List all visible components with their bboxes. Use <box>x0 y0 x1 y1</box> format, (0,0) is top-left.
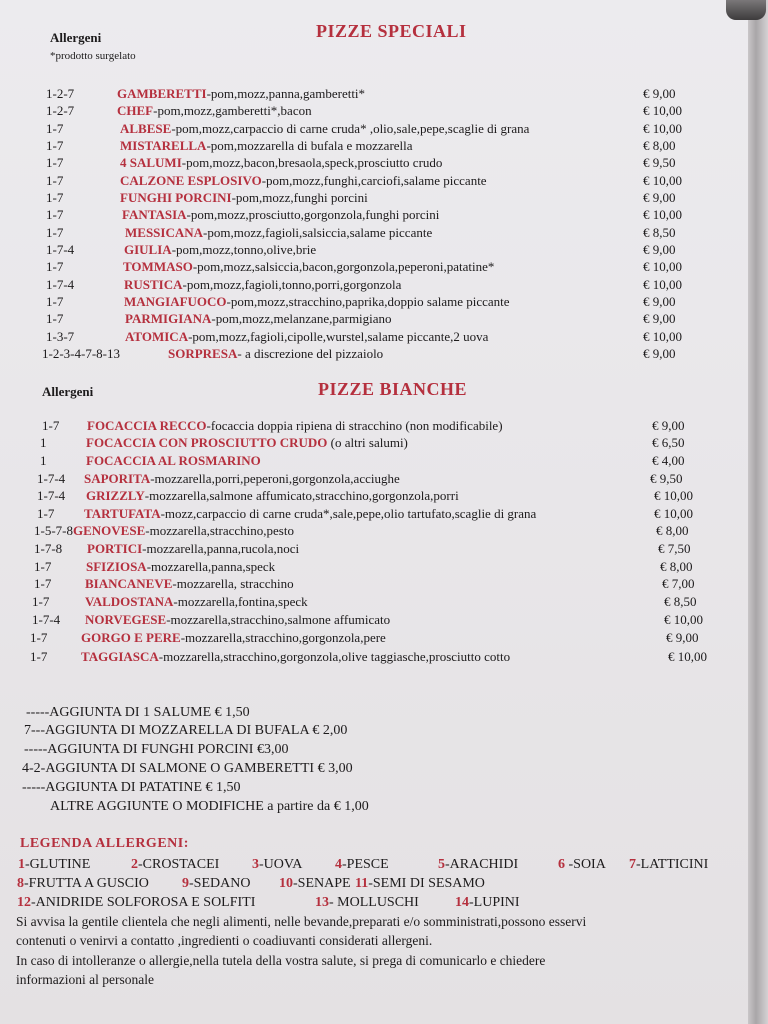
pizza-name: TARTUFATA <box>84 506 161 521</box>
item-price: € 9,00 <box>666 630 699 645</box>
ingredients: -pom,mozz,fagioli,salsiccia,salame piccante <box>203 225 433 240</box>
allergen-codes: 1-7 <box>46 155 64 170</box>
item-price: € 9,00 <box>643 346 676 361</box>
item-price: € 7,50 <box>658 541 691 556</box>
item-description <box>85 612 390 628</box>
allergen-label: -SENAPE <box>293 876 351 891</box>
legenda-title: LEGENDA ALLERGENI: <box>20 836 189 851</box>
allergen-number: 4 <box>335 857 342 872</box>
ingredients: -mozzarella,stracchino,salmone affumicato <box>166 612 391 627</box>
allergen-codes: 1-7-4 <box>32 612 61 627</box>
pizza-name: RUSTICA <box>124 277 183 292</box>
allergen-number: 11 <box>355 876 369 891</box>
item-description <box>81 630 386 646</box>
allergen-number: 12 <box>17 895 31 910</box>
ingredients: (o altri salumi) <box>327 435 408 450</box>
item-price: € 10,00 <box>654 506 693 521</box>
item-description <box>120 138 413 154</box>
pizza-name: SORPRESA <box>168 346 238 361</box>
item-price: € 8,00 <box>656 523 689 538</box>
menu-item-row <box>46 86 756 104</box>
pizza-name: FANTASIA <box>122 207 187 222</box>
item-price: € 4,00 <box>652 453 685 468</box>
item-price: € 9,00 <box>643 190 676 205</box>
item-price: € 10,00 <box>643 173 682 188</box>
pizza-name: MANGIAFUOCO <box>124 294 227 309</box>
pizza-name: CALZONE ESPLOSIVO <box>120 173 262 188</box>
menu-item-row <box>34 576 754 594</box>
title-pizze-speciali: PIZZE SPECIALI <box>316 21 467 41</box>
ingredients: -pom,mozz,tonno,olive,brie <box>171 242 317 257</box>
allergen-label: -LATTICINI <box>636 857 709 872</box>
allergen-number: 6 <box>558 857 565 872</box>
pizza-name: PARMIGIANA <box>125 311 212 326</box>
ingredients: -mozzarella, stracchino <box>172 576 294 591</box>
item-description <box>87 541 299 557</box>
pizza-name: VALDOSTANA <box>85 594 174 609</box>
menu-item-row <box>32 594 752 612</box>
disclaimer-line: In caso di intolleranze o allergie,nella tutela della vostra salute, si prega di comunicarlo e chiedere <box>16 953 546 968</box>
menu-item-row <box>30 630 750 648</box>
allergen-codes: 1-7 <box>46 311 64 326</box>
menu-item-row <box>37 506 757 524</box>
pizza-name: ATOMICA <box>125 329 189 344</box>
allergen-number: 1 <box>18 857 25 872</box>
allergen-codes: 1 <box>40 453 47 468</box>
pizza-name: TOMMASO <box>123 259 193 274</box>
allergen-codes: 1-7 <box>42 418 60 433</box>
item-price: € 8,00 <box>660 559 693 574</box>
ingredients: -pom,mozz,fagioli,cipolle,wurstel,salame piccante,2 uova <box>188 329 489 344</box>
item-description <box>122 207 439 223</box>
pizza-name: PORTICI <box>87 541 143 556</box>
allergen-legend-item <box>17 876 149 892</box>
allergen-codes: 1-7 <box>30 649 48 664</box>
item-price: € 9,50 <box>643 155 676 170</box>
allergen-codes: 1-7 <box>30 630 48 645</box>
ingredients: -mozzarella,panna,speck <box>146 559 276 574</box>
menu-item-row <box>46 277 756 295</box>
ingredients: -pom,mozz,funghi,carciofi,salame piccante <box>261 173 487 188</box>
item-price: € 7,00 <box>662 576 695 591</box>
extra-line: -----AGGIUNTA DI PATATINE € 1,50 <box>22 780 241 795</box>
allergen-codes: 1-7 <box>46 138 64 153</box>
allergen-label: -ARACHIDI <box>445 857 519 872</box>
item-price: € 9,50 <box>650 471 683 486</box>
allergen-number: 7 <box>629 857 636 872</box>
allergen-number: 14 <box>455 895 469 910</box>
menu-item-row <box>46 173 756 191</box>
item-description <box>86 559 275 575</box>
pizza-name: FOCACCIA CON PROSCIUTTO CRUDO <box>86 435 328 450</box>
allergen-codes: 1-7 <box>46 121 64 136</box>
allergen-codes: 1-7 <box>34 559 52 574</box>
item-description <box>117 103 312 119</box>
item-price: € 9,00 <box>643 294 676 309</box>
ingredients: -mozzarella,stracchino,gorgonzola,olive taggiasche,prosciutto cotto <box>158 649 511 664</box>
allergen-label: -GLUTINE <box>25 857 91 872</box>
allergen-codes: 1-7 <box>32 594 50 609</box>
item-description <box>125 311 392 327</box>
item-price: € 10,00 <box>643 121 682 136</box>
item-description <box>84 471 400 487</box>
disclaimer-line: contenuti o venirvi a contatto ,ingredienti o coadiuvanti considerati allergeni. <box>16 933 433 948</box>
allergen-legend-item <box>315 895 419 911</box>
item-price: € 9,00 <box>643 311 676 326</box>
allergen-legend-item <box>455 895 520 911</box>
item-description <box>120 190 368 206</box>
menu-item-row <box>46 294 756 312</box>
ingredients: -pom,mozz,carpaccio di carne cruda* ,olio,sale,pepe,scaglie di grana <box>171 121 530 136</box>
item-price: € 10,00 <box>643 259 682 274</box>
pizza-name: BIANCANEVE <box>85 576 173 591</box>
item-price: € 10,00 <box>643 207 682 222</box>
allergen-label: -UOVA <box>259 857 303 872</box>
item-price: € 8,50 <box>664 594 697 609</box>
title-pizze-bianche: PIZZE BIANCHE <box>318 379 468 399</box>
menu-item-row <box>34 559 754 577</box>
item-description <box>86 453 261 469</box>
surgelato-note: *prodotto surgelato <box>50 50 136 62</box>
ingredients: -mozzarella,porri,peperoni,gorgonzola,acciughe <box>150 471 400 486</box>
menu-item-row <box>37 488 757 506</box>
allergen-codes: 1-7-4 <box>46 277 75 292</box>
pizza-name: TAGGIASCA <box>81 649 159 664</box>
allergen-legend-item <box>252 857 302 873</box>
ingredients: -pom,mozz,funghi porcini <box>231 190 368 205</box>
menu-item-row <box>34 523 754 541</box>
item-description <box>124 242 316 258</box>
allergen-legend-item <box>18 857 90 873</box>
allergen-codes: 1-7-4 <box>37 488 66 503</box>
allergen-label: - MOLLUSCHI <box>329 895 419 910</box>
allergen-legend-item <box>279 876 351 892</box>
pizza-name: SAPORITA <box>84 471 151 486</box>
ingredients: -mozzarella,stracchino,gorgonzola,pere <box>180 630 386 645</box>
menu-item-row <box>46 225 756 243</box>
pizza-name: CHEF <box>117 103 154 118</box>
allergen-label: -ANIDRIDE SOLFOROSA E SOLFITI <box>31 895 256 910</box>
ingredients: -pom,mozz,prosciutto,gorgonzola,funghi porcini <box>186 207 440 222</box>
item-price: € 9,00 <box>643 86 676 101</box>
extra-line: ALTRE AGGIUNTE O MODIFICHE a partire da € 1,00 <box>50 799 369 814</box>
item-description <box>86 488 459 504</box>
item-description <box>124 277 401 293</box>
item-description <box>120 121 529 137</box>
extra-line: -----AGGIUNTA DI FUNGHI PORCINI €3,00 <box>24 742 289 757</box>
pizza-name: MISTARELLA <box>120 138 207 153</box>
allergen-number: 10 <box>279 876 293 891</box>
item-description <box>124 294 510 310</box>
pizza-name: GAMBERETTI <box>117 86 207 101</box>
allergen-legend-item <box>182 876 250 892</box>
item-description <box>87 418 503 434</box>
menu-item-row <box>46 138 756 156</box>
item-price: € 10,00 <box>643 103 682 118</box>
allergen-codes: 1-7 <box>46 190 64 205</box>
allergen-codes: 1-3-7 <box>46 329 75 344</box>
menu-item-row <box>37 471 757 489</box>
allergen-codes: 1-7 <box>46 259 64 274</box>
pizza-name: FOCACCIA RECCO <box>87 418 207 433</box>
allergeni-label-speciali: Allergeni <box>50 30 102 45</box>
extra-line: 4-2-AGGIUNTA DI SALMONE O GAMBERETTI € 3,00 <box>22 761 353 776</box>
allergen-legend-item <box>335 857 389 873</box>
allergen-number: 8 <box>17 876 24 891</box>
item-description <box>125 225 432 241</box>
allergen-number: 9 <box>182 876 189 891</box>
allergen-number: 2 <box>131 857 138 872</box>
menu-item-row <box>46 190 756 208</box>
allergen-number: 3 <box>252 857 259 872</box>
ingredients: -pom,mozz,melanzane,parmigiano <box>211 311 392 326</box>
allergen-codes: 1-7-4 <box>46 242 75 257</box>
item-description <box>117 86 365 102</box>
allergen-label: -FRUTTA A GUSCIO <box>24 876 149 891</box>
allergen-codes: 1-2-3-4-7-8-13 <box>42 346 120 361</box>
menu-item-row <box>46 103 756 121</box>
allergeni-label-bianche: Allergeni <box>42 384 94 399</box>
pizza-name: GIULIA <box>124 242 172 257</box>
pizza-name: FOCACCIA AL ROSMARINO <box>86 453 261 468</box>
allergen-codes: 1-7-8 <box>34 541 63 556</box>
ingredients: -pom,mozz,salsiccia,bacon,gorgonzola,peperoni,patatine* <box>192 259 495 274</box>
pizza-name: NORVEGESE <box>85 612 167 627</box>
ingredients: -pom,mozz,bacon,bresaola,speck,prosciutto crudo <box>181 155 443 170</box>
item-price: € 8,50 <box>643 225 676 240</box>
pizza-name: FUNGHI PORCINI <box>120 190 232 205</box>
disclaimer-line: Si avvisa la gentile clientela che negli alimenti, nelle bevande,preparati e/o somministrati,possono esservi <box>16 914 587 929</box>
menu-item-row <box>46 259 756 277</box>
item-description <box>86 435 408 451</box>
allergen-codes: 1-7-4 <box>37 471 66 486</box>
item-description <box>81 649 510 665</box>
pizza-name: GORGO E PERE <box>81 630 181 645</box>
item-description <box>73 523 294 539</box>
ingredients: -pom,mozz,fagioli,tonno,porri,gorgonzola <box>182 277 402 292</box>
allergen-codes: 1-5-7-8 <box>34 523 73 538</box>
allergen-legend-item <box>131 857 219 873</box>
ingredients: -pom,mozz,stracchino,paprika,doppio salame piccante <box>226 294 510 309</box>
pizza-name: MESSICANA <box>125 225 204 240</box>
menu-item-row <box>46 329 756 347</box>
item-price: € 9,00 <box>652 418 685 433</box>
allergen-label: -LUPINI <box>469 895 520 910</box>
allergen-label: -PESCE <box>342 857 389 872</box>
item-description <box>120 173 487 189</box>
pizza-name: 4 SALUMI <box>120 155 182 170</box>
pizza-name: GENOVESE <box>73 523 146 538</box>
ingredients: -mozzarella,stracchino,pesto <box>145 523 294 538</box>
menu-item-row <box>32 612 752 630</box>
allergen-codes: 1-7 <box>34 576 52 591</box>
allergen-codes: 1-2-7 <box>46 103 75 118</box>
item-price: € 10,00 <box>643 329 682 344</box>
allergen-label: -SOIA <box>565 857 606 872</box>
allergen-legend-item <box>629 857 708 873</box>
ingredients: - a discrezione del pizzaiolo <box>237 346 384 361</box>
allergen-label: -CROSTACEI <box>138 857 220 872</box>
ingredients: -mozzarella,salmone affumicato,stracchino,gorgonzola,porri <box>144 488 459 503</box>
menu-item-row <box>34 541 754 559</box>
allergen-label: -SEMI DI SESAMO <box>368 876 485 891</box>
menu-item-row <box>46 311 756 329</box>
item-description <box>168 346 383 362</box>
ingredients: -mozz,carpaccio di carne cruda*,sale,pepe,olio tartufato,scaglie di grana <box>160 506 537 521</box>
allergen-label: -SEDANO <box>189 876 251 891</box>
menu-item-row <box>46 155 756 173</box>
binder-clip <box>726 0 766 20</box>
ingredients: -pom,mozz,gamberetti*,bacon <box>153 103 312 118</box>
allergen-number: 5 <box>438 857 445 872</box>
disclaimer-line: informazioni al personale <box>16 972 154 987</box>
allergen-codes: 1 <box>40 435 47 450</box>
allergen-codes: 1-2-7 <box>46 86 75 101</box>
extra-line: 7---AGGIUNTA DI MOZZARELLA DI BUFALA € 2,00 <box>24 723 348 738</box>
menu-item-row <box>42 418 762 436</box>
item-description <box>120 155 442 171</box>
pizza-name: ALBESE <box>120 121 172 136</box>
menu-item-row <box>46 121 756 139</box>
menu-item-row <box>42 346 752 364</box>
item-price: € 10,00 <box>664 612 703 627</box>
item-price: € 8,00 <box>643 138 676 153</box>
allergen-legend-item <box>17 895 255 911</box>
item-price: € 6,50 <box>652 435 685 450</box>
item-price: € 9,00 <box>643 242 676 257</box>
item-description <box>85 576 294 592</box>
item-description <box>85 594 308 610</box>
allergen-codes: 1-7 <box>46 173 64 188</box>
menu-item-row <box>30 649 750 667</box>
pizza-name: GRIZZLY <box>86 488 145 503</box>
extra-line: -----AGGIUNTA DI 1 SALUME € 1,50 <box>26 705 250 720</box>
allergen-legend-item <box>438 857 518 873</box>
allergen-codes: 1-7 <box>46 225 64 240</box>
ingredients: -pom,mozz,panna,gamberetti* <box>206 86 366 101</box>
ingredients: -mozzarella,fontina,speck <box>173 594 308 609</box>
menu-item-row <box>46 242 756 260</box>
item-description <box>84 506 536 522</box>
ingredients: -pom,mozzarella di bufala e mozzarella <box>206 138 413 153</box>
item-price: € 10,00 <box>668 649 707 664</box>
item-description <box>125 329 488 345</box>
pizza-name: SFIZIOSA <box>86 559 147 574</box>
allergen-number: 13 <box>315 895 329 910</box>
menu-item-row <box>40 435 760 453</box>
allergen-legend-item <box>558 857 606 873</box>
allergen-legend-item <box>355 876 485 892</box>
allergen-codes: 1-7 <box>46 207 64 222</box>
item-price: € 10,00 <box>643 277 682 292</box>
allergen-codes: 1-7 <box>37 506 55 521</box>
ingredients: -mozzarella,panna,rucola,noci <box>142 541 300 556</box>
menu-item-row <box>46 207 756 225</box>
allergen-codes: 1-7 <box>46 294 64 309</box>
item-description <box>123 259 494 275</box>
item-price: € 10,00 <box>654 488 693 503</box>
menu-item-row <box>40 453 760 471</box>
ingredients: -focaccia doppia ripiena di stracchino (non modificabile) <box>206 418 503 433</box>
